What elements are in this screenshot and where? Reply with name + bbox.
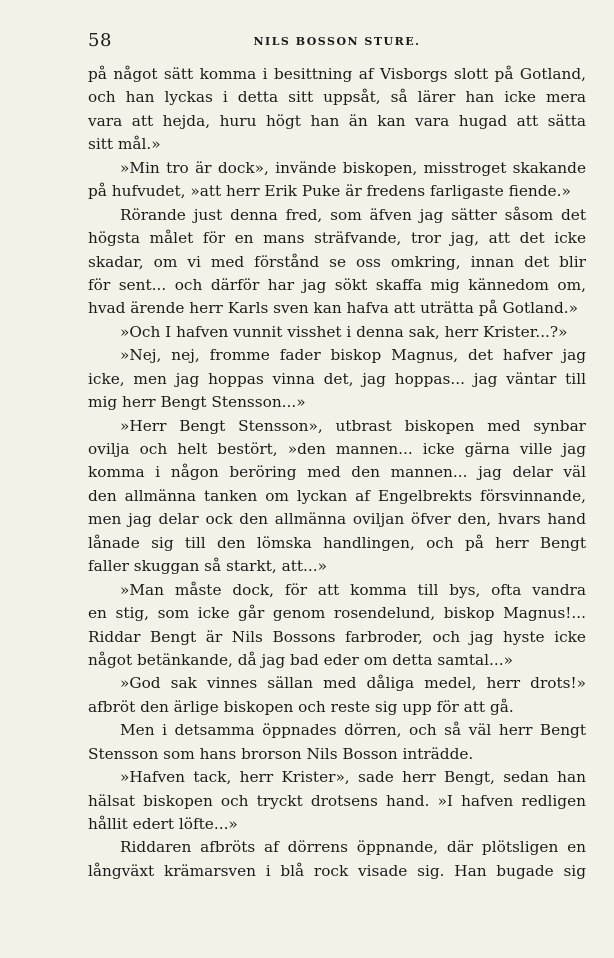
- text-line: »Min tro är dock», invände biskopen, misstroget skakande: [120, 158, 586, 177]
- text-line: för sent... och därför har jag sökt skaffa mig kännedom om,: [88, 275, 586, 294]
- text-line: »Och I hafven vunnit visshet i denna sak, herr Krister...?»: [120, 322, 568, 341]
- text-line: »Herr Bengt Stensson», utbrast biskopen med synbar: [120, 416, 586, 435]
- text-line: Riddaren afbröts af dörrens öppnande, där plötsligen en: [120, 838, 586, 857]
- text-line: »Nej, nej, fromme fader biskop Magnus, det hafver jag: [120, 346, 586, 365]
- text-line: icke, men jag hoppas vinna det, jag hoppas... jag väntar till: [88, 369, 586, 388]
- text-line: en stig, som icke går genom rosendelund, biskop Magnus!...: [88, 604, 586, 623]
- text-line: på hufvudet, »att herr Erik Puke är fredens farligaste fiende.»: [88, 182, 571, 201]
- text-line: Rörande just denna fred, som äfven jag sätter såsom det: [120, 205, 586, 224]
- running-title: NILS BOSSON STURE.: [253, 35, 421, 48]
- text-line: hvad ärende herr Karls sven kan hafva att uträtta på Gotland.»: [88, 299, 579, 318]
- body-text: [88, 63, 586, 883]
- text-line: vara att hejda, huru högt han än kan vara hugad att sätta: [88, 111, 586, 130]
- text-line: och han lyckas i detta sitt uppsåt, så lärer han icke mera: [88, 88, 586, 107]
- text-line: Riddar Bengt är Nils Bossons farbroder, och jag hyste icke: [88, 627, 586, 646]
- text-line: Stensson som hans brorson Nils Bosson inträdde.: [88, 744, 474, 763]
- text-line: mig herr Bengt Stensson...»: [88, 393, 306, 412]
- text-line: långväxt krämarsven i blå rock visade sig. Han bugade sig: [88, 861, 586, 880]
- text-line: lånade sig till den lömska handlingen, och på herr Bengt: [88, 533, 586, 552]
- text-line: ovilja och helt bestört, »den mannen... icke gärna ville jag: [88, 440, 586, 458]
- text-line: högsta målet för en mans sträfvande, tror jag, att det icke: [88, 229, 586, 248]
- text-line: afbröt den ärlige biskopen och reste sig upp för att gå.: [88, 697, 514, 716]
- text-line: skadar, om vi med förstånd se oss omkring, innan det blir: [88, 252, 586, 271]
- text-line: på något sätt komma i besittning af Visborgs slott på Gotland,: [88, 65, 586, 83]
- text-line: Men i detsamma öppnades dörren, och så väl herr Bengt: [120, 721, 586, 740]
- text-line: sitt mål.»: [88, 135, 161, 154]
- page-header: [88, 30, 586, 54]
- text-line: faller skuggan så starkt, att...»: [88, 557, 327, 576]
- text-line: hållit edert löfte...»: [88, 815, 238, 833]
- page-number: 58: [88, 30, 112, 51]
- text-line: »God sak vinnes sällan med dåliga medel, herr drots!»: [120, 674, 586, 693]
- text-line: något betänkande, då jag bad eder om detta samtal...»: [88, 650, 513, 669]
- text-line: men jag delar ock den allmänna oviljan öfver den, hvars hand: [88, 510, 586, 529]
- text-line: komma i någon beröring med den mannen... jag delar väl: [88, 463, 586, 482]
- text-line: »Man måste dock, för att komma till bys, ofta vandra: [120, 580, 586, 599]
- text-line: den allmänna tanken om lyckan af Engelbrekts försvinnande,: [88, 486, 586, 505]
- text-line: hälsat biskopen och tryckt drotsens hand. »I hafven redligen: [88, 791, 586, 810]
- text-line: »Hafven tack, herr Krister», sade herr Bengt, sedan han: [120, 768, 586, 787]
